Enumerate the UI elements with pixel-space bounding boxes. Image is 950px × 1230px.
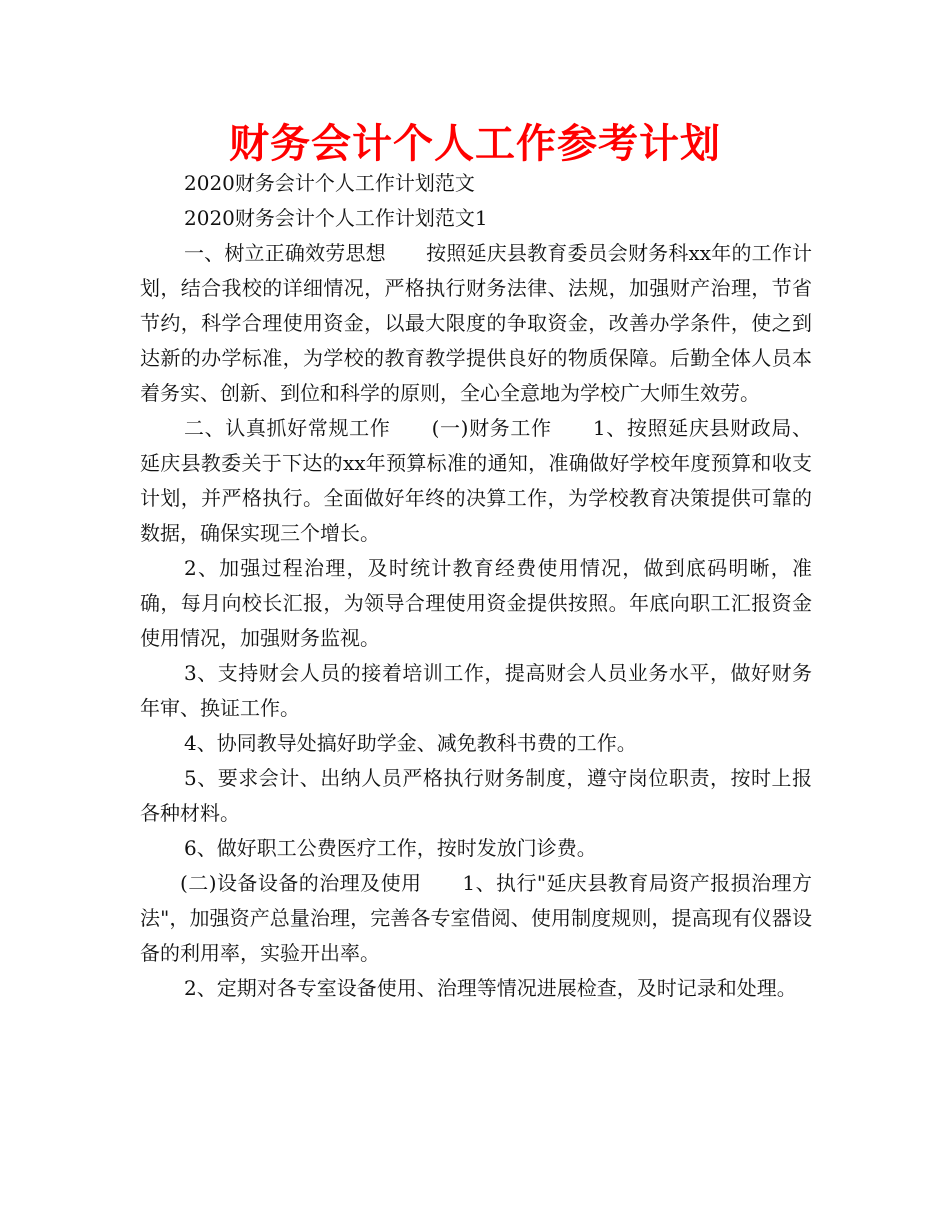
paragraph-equipment-2: 2、定期对各专室设备使用、治理等情况进展检查，及时记录和处理。 [184,976,797,1000]
paragraph-item-4: 4、协同教导处搞好助学金、减免教科书费的工作。 [184,731,637,755]
paragraph-item-3: 3、支持财会人员的接着培训工作，提高财会人员业务水平，做好财务年审、换证工作。 [140,661,812,720]
document-title: 财务会计个人工作参考计划 [229,120,721,167]
document-body [140,166,812,1006]
paragraph-item-2: 2、加强过程治理，及时统计教育经费使用情况，做到底码明晰，准确，每月向校长汇报，为领导合理使用资金提供按照。年底向职工汇报资金使用情况，加强财务监视。 [140,556,812,650]
paragraph-section-1: 一、树立正确效劳思想 按照延庆县教育委员会财务科xx年的工作计划，结合我校的详细情况，严格执行财务法律、法规，加强财产治理，节省节约，科学合理使用资金，以最大限度的争取资金，改善办学条件，使之到达新的办学标准，为学校的教育教学提供良好的物质保障。后勤全体人员本着务实、创新、到位和科学的原则，全心全意地为学校广大师生效劳。 [140,241,812,405]
paragraph-subtitle: 2020财务会计个人工作计划范文 [184,171,475,195]
paragraph-equipment: (二)设备设备的治理及使用 1、执行"延庆县教育局资产报损治理方法"，加强资产总量治理，完善各专室借阅、使用制度规则，提高现有仪器设备的利用率，实验开出率。 [140,871,812,965]
paragraph-item-6: 6、做好职工公费医疗工作，按时发放门诊费。 [184,836,597,860]
paragraph-subtitle-1: 2020财务会计个人工作计划范文1 [184,206,488,230]
paragraph-item-5: 5、要求会计、出纳人员严格执行财务制度，遵守岗位职责，按时上报各种材料。 [140,766,812,825]
paragraph-section-2: 二、认真抓好常规工作 (一)财务工作 1、按照延庆县财政局、延庆县教委关于下达的xx年预算标准的通知，准确做好学校年度预算和收支计划，并严格执行。全面做好年终的决算工作，为学校教育决策提供可靠的数据，确保实现三个增长。 [140,416,812,545]
